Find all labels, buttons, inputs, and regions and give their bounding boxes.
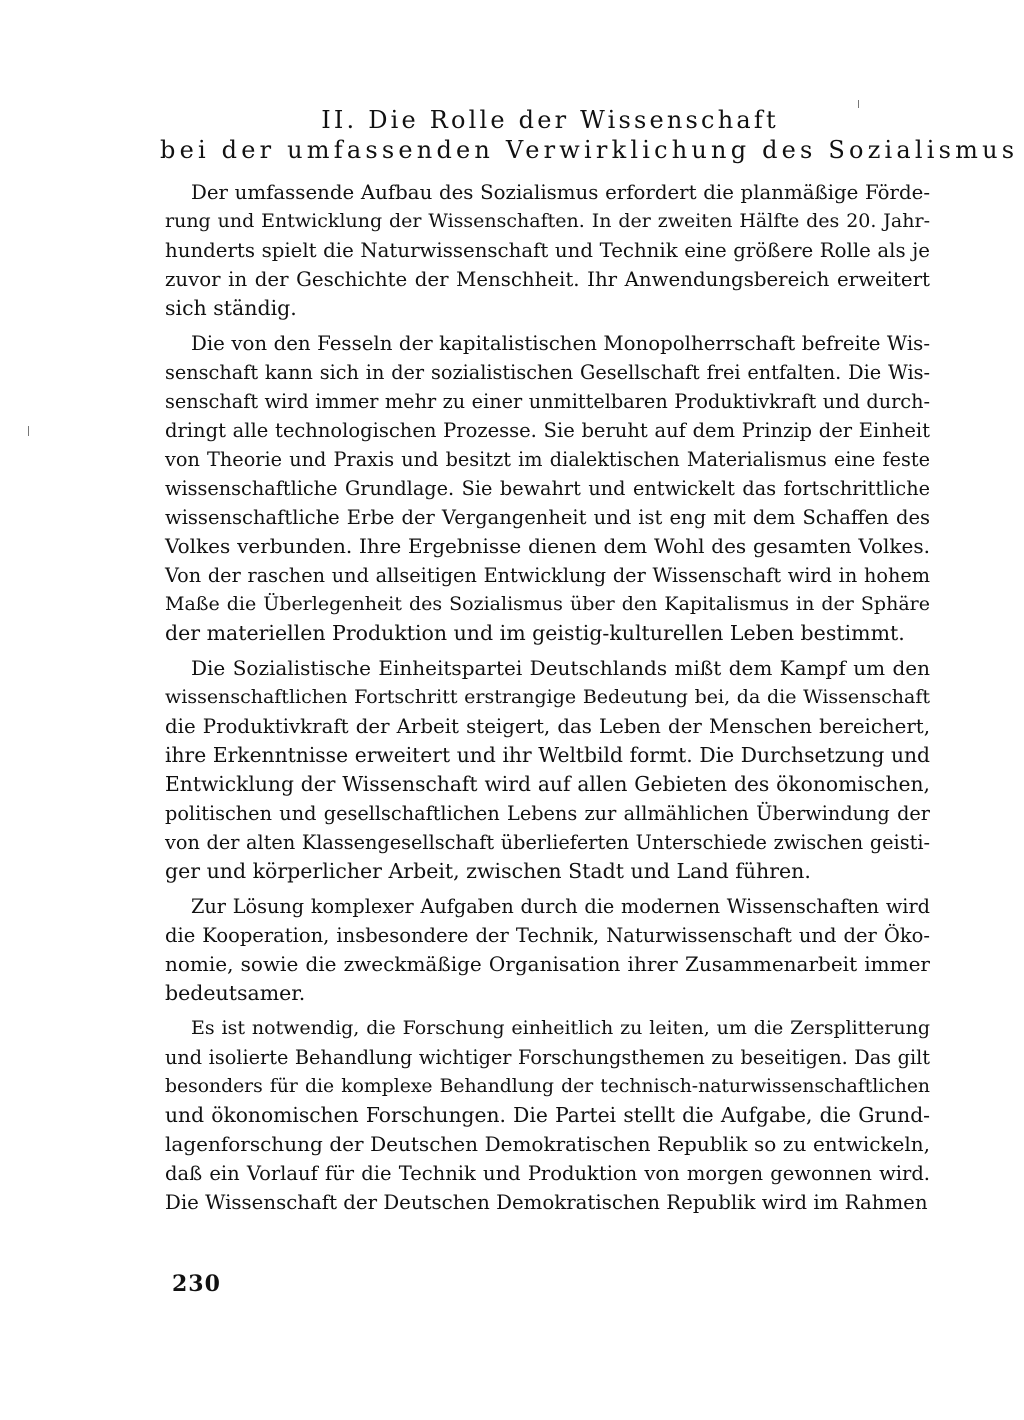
- text-line: die Kooperation, insbesondere der Technik, Naturwissenschaft und der Öko-: [165, 924, 930, 947]
- text-line: Die von den Fesseln der kapitalistischen Monopolherrschaft befreite Wis-: [191, 332, 930, 355]
- text-line: daß ein Vorlauf für die Technik und Produktion von morgen gewonnen wird.: [165, 1162, 930, 1185]
- text-line: Volkes verbunden. Ihre Ergebnisse dienen dem Wohl des gesamten Volkes.: [165, 534, 930, 558]
- text-line: wissenschaftliche Grundlage. Sie bewahrt und entwickelt das fortschrittliche: [165, 477, 930, 500]
- text-line: senschaft wird immer mehr zu einer unmittelbaren Produktivkraft und durch-: [165, 390, 930, 413]
- section-heading-line-1: II. Die Rolle der Wissenschaft: [321, 106, 779, 134]
- paragraph: [165, 892, 930, 1008]
- text-line: der materiellen Produktion und im geistig-kulturellen Leben bestimmt.: [165, 621, 905, 645]
- text-line: und ökonomischen Forschungen. Die Partei stellt die Aufgabe, die Grund-: [165, 1103, 930, 1127]
- paragraph: [165, 654, 930, 886]
- text-line: senschaft kann sich in der sozialistischen Gesellschaft frei entfalten. Die Wis-: [165, 361, 930, 384]
- text-line: Maße die Überlegenheit des Sozialismus über den Kapitalismus in der Sphäre: [165, 593, 930, 615]
- text-line: bedeutsamer.: [165, 981, 306, 1005]
- text-line: Die Wissenschaft der Deutschen Demokratischen Republik wird im Rahmen: [165, 1191, 928, 1214]
- text-line: besonders für die komplexe Behandlung der technisch-naturwissenschaftlichen: [165, 1076, 930, 1097]
- paragraph: [165, 178, 930, 323]
- text-line: die Produktivkraft der Arbeit steigert, das Leben der Menschen bereichert,: [165, 715, 930, 738]
- page-number: 230: [172, 1271, 221, 1297]
- body-text: [165, 178, 930, 1223]
- paragraph: [165, 1014, 930, 1217]
- text-line: von der alten Klassengesellschaft überlieferten Unterschiede zwischen geisti-: [165, 831, 930, 854]
- text-line: nomie, sowie die zweckmäßige Organisation ihrer Zusammenarbeit immer: [165, 952, 930, 976]
- text-line: ger und körperlicher Arbeit, zwischen Stadt und Land führen.: [165, 859, 811, 883]
- text-line: politischen und gesellschaftlichen Lebens zur allmählichen Überwindung der: [165, 802, 930, 825]
- text-line: Der umfassende Aufbau des Sozialismus erfordert die planmäßige Förde-: [191, 181, 930, 204]
- text-line: von Theorie und Praxis und besitzt im dialektischen Materialismus eine feste: [165, 448, 930, 471]
- text-line: lagenforschung der Deutschen Demokratischen Republik so zu entwickeln,: [165, 1132, 930, 1156]
- text-line: hunderts spielt die Naturwissenschaft und Technik eine größere Rolle als je: [165, 239, 930, 262]
- text-line: Die Sozialistische Einheitspartei Deutschlands mißt dem Kampf um den: [191, 656, 930, 680]
- text-line: wissenschaftlichen Fortschritt erstrangige Bedeutung bei, da die Wissenschaft: [165, 686, 930, 708]
- text-line: und isolierte Behandlung wichtiger Forschungsthemen zu beseitigen. Das gilt: [165, 1046, 930, 1069]
- text-line: Entwicklung der Wissenschaft wird auf allen Gebieten des ökonomischen,: [165, 772, 930, 796]
- paragraph: [165, 329, 930, 648]
- text-line: wissenschaftliche Erbe der Vergangenheit und ist eng mit dem Schaffen des: [165, 506, 930, 529]
- text-line: zuvor in der Geschichte der Menschheit. Ihr Anwendungsbereich erweitert: [165, 268, 930, 291]
- scan-speck: [28, 426, 29, 436]
- text-line: sich ständig.: [165, 296, 297, 320]
- text-line: Zur Lösung komplexer Aufgaben durch die modernen Wissenschaften wird: [191, 895, 930, 918]
- section-heading-line-2: bei der umfassenden Verwirklichung des Sozialismus: [160, 136, 1019, 164]
- text-line: ihre Erkenntnisse erweitert und ihr Weltbild formt. Die Durchsetzung und: [165, 743, 930, 767]
- text-line: rung und Entwicklung der Wissenschaften. In der zweiten Hälfte des 20. Jahr-: [165, 210, 930, 232]
- text-line: dringt alle technologischen Prozesse. Sie beruht auf dem Prinzip der Einheit: [165, 419, 930, 442]
- text-line: Es ist notwendig, die Forschung einheitlich zu leiten, um die Zersplitterung: [191, 1017, 930, 1039]
- text-line: Von der raschen und allseitigen Entwicklung der Wissenschaft wird in hohem: [165, 564, 930, 587]
